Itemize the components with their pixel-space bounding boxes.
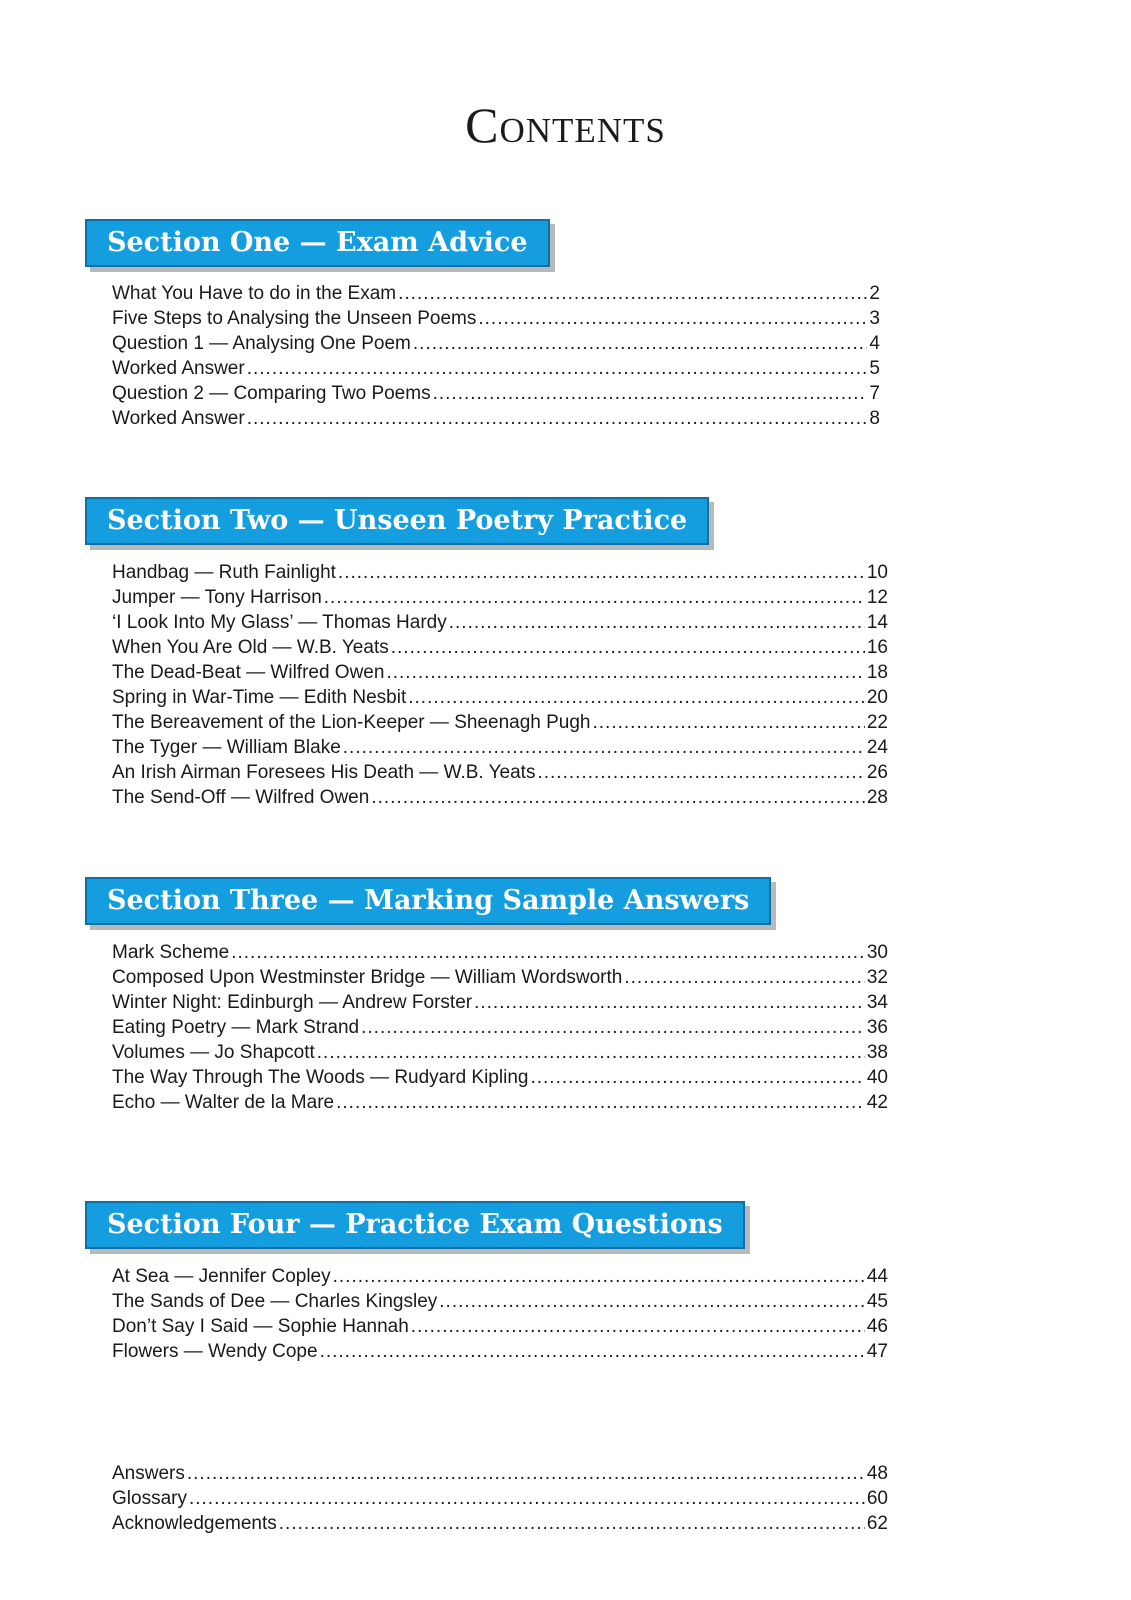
dot-leader	[439, 1289, 865, 1314]
section-three-entries	[112, 940, 888, 1115]
entry-title: Winter Night: Edinburgh — Andrew Forster	[112, 992, 473, 1013]
entry-page: 5	[869, 358, 880, 379]
dot-leader	[537, 760, 864, 785]
entry-page: 24	[866, 737, 888, 758]
toc-entry[interactable]	[112, 1289, 888, 1314]
toc-entry[interactable]	[112, 306, 880, 331]
entry-page: 34	[866, 992, 888, 1013]
entry-page: 46	[866, 1316, 888, 1337]
entry-page: 32	[866, 967, 888, 988]
entry-page: 18	[866, 662, 888, 683]
entry-page: 7	[869, 383, 880, 404]
section-four-heading: Section Four — Practice Exam Questions	[85, 1201, 745, 1249]
entry-title: Volumes — Jo Shapcott	[112, 1042, 315, 1063]
dot-leader	[408, 685, 865, 710]
toc-entry[interactable]	[112, 710, 888, 735]
toc-entry[interactable]	[112, 585, 888, 610]
dot-leader	[398, 281, 867, 306]
toc-entry[interactable]	[112, 685, 888, 710]
dot-leader	[343, 735, 865, 760]
entry-page: 16	[866, 637, 888, 658]
entry-page: 22	[866, 712, 888, 733]
dot-leader	[411, 1314, 865, 1339]
entry-page: 20	[866, 687, 888, 708]
toc-entry[interactable]	[112, 1461, 888, 1486]
toc-entry[interactable]	[112, 331, 880, 356]
dot-leader	[336, 1090, 865, 1115]
dot-leader	[231, 940, 865, 965]
section-two-entries	[112, 560, 888, 810]
toc-entry[interactable]	[112, 381, 880, 406]
entry-page: 28	[866, 787, 888, 808]
dot-leader	[449, 610, 865, 635]
entry-page: 42	[866, 1092, 888, 1113]
entry-title: Answers	[112, 1463, 185, 1484]
entry-page: 8	[869, 408, 880, 429]
dot-leader	[474, 990, 865, 1015]
toc-entry[interactable]	[112, 560, 888, 585]
dot-leader	[324, 585, 865, 610]
dot-leader	[413, 331, 868, 356]
dot-leader	[333, 1264, 865, 1289]
entry-title: The Way Through The Woods — Rudyard Kipling	[112, 1067, 529, 1088]
entry-title: ‘I Look Into My Glass’ — Thomas Hardy	[112, 612, 447, 633]
section-three-heading: Section Three — Marking Sample Answers	[85, 877, 771, 925]
toc-entry[interactable]	[112, 660, 888, 685]
dot-leader	[338, 560, 865, 585]
dot-leader	[593, 710, 865, 735]
section-one-heading: Section One — Exam Advice	[85, 219, 550, 267]
entry-page: 26	[866, 762, 888, 783]
back-matter-entries	[112, 1461, 888, 1536]
dot-leader	[320, 1339, 865, 1364]
toc-entry[interactable]	[112, 1486, 888, 1511]
toc-entry[interactable]	[112, 1065, 888, 1090]
toc-entry[interactable]	[112, 406, 880, 431]
dot-leader	[187, 1461, 865, 1486]
entry-title: Question 1 — Analysing One Poem	[112, 333, 411, 354]
toc-entry[interactable]	[112, 760, 888, 785]
entry-page: 2	[869, 283, 880, 304]
entry-page: 36	[866, 1017, 888, 1038]
entry-title: The Dead-Beat — Wilfred Owen	[112, 662, 385, 683]
entry-title: Mark Scheme	[112, 942, 230, 963]
toc-entry[interactable]	[112, 1314, 888, 1339]
toc-entry[interactable]	[112, 1090, 888, 1115]
entry-page: 45	[866, 1291, 888, 1312]
toc-entry[interactable]	[112, 965, 888, 990]
dot-leader	[189, 1486, 865, 1511]
entry-title: Acknowledgements	[112, 1513, 277, 1534]
dot-leader	[317, 1040, 865, 1065]
entry-page: 10	[866, 562, 888, 583]
toc-entry[interactable]	[112, 1339, 888, 1364]
dot-leader	[279, 1511, 865, 1536]
section-one-entries	[112, 281, 880, 431]
entry-page: 14	[866, 612, 888, 633]
entry-title: Don’t Say I Said — Sophie Hannah	[112, 1316, 409, 1337]
dot-leader	[530, 1065, 864, 1090]
toc-entry[interactable]	[112, 735, 888, 760]
toc-entry[interactable]	[112, 1511, 888, 1536]
entry-title: The Tyger — William Blake	[112, 737, 341, 758]
toc-entry[interactable]	[112, 1264, 888, 1289]
entry-title: Five Steps to Analysing the Unseen Poems	[112, 308, 477, 329]
entry-page: 4	[869, 333, 880, 354]
entry-page: 30	[866, 942, 888, 963]
entry-title: The Bereavement of the Lion-Keeper — Sheenagh Pugh	[112, 712, 591, 733]
dot-leader	[247, 356, 868, 381]
entry-title: Worked Answer	[112, 358, 245, 379]
section-four-entries	[112, 1264, 888, 1364]
entry-page: 48	[866, 1463, 888, 1484]
dot-leader	[361, 1015, 865, 1040]
dot-leader	[247, 406, 868, 431]
entry-title: Composed Upon Westminster Bridge — William Wordsworth	[112, 967, 623, 988]
toc-entry[interactable]	[112, 281, 880, 306]
entry-title: Glossary	[112, 1488, 187, 1509]
entry-page: 38	[866, 1042, 888, 1063]
toc-entry[interactable]	[112, 1040, 888, 1065]
entry-page: 12	[866, 587, 888, 608]
toc-entry[interactable]	[112, 610, 888, 635]
toc-entry[interactable]	[112, 940, 888, 965]
entry-page: 60	[866, 1488, 888, 1509]
toc-entry[interactable]	[112, 1015, 888, 1040]
entry-page: 47	[866, 1341, 888, 1362]
entry-title: Spring in War-Time — Edith Nesbit	[112, 687, 407, 708]
toc-entry[interactable]	[112, 785, 888, 810]
toc-entry[interactable]	[112, 356, 880, 381]
entry-title: An Irish Airman Foresees His Death — W.B. Yeats	[112, 762, 536, 783]
dot-leader	[624, 965, 865, 990]
entry-title: Jumper — Tony Harrison	[112, 587, 322, 608]
entry-title: Flowers — Wendy Cope	[112, 1341, 318, 1362]
entry-title: Question 2 — Comparing Two Poems	[112, 383, 431, 404]
entry-page: 3	[869, 308, 880, 329]
dot-leader	[391, 635, 865, 660]
entry-title: Eating Poetry — Mark Strand	[112, 1017, 360, 1038]
entry-title: At Sea — Jennifer Copley	[112, 1266, 331, 1287]
dot-leader	[386, 660, 864, 685]
dot-leader	[371, 785, 865, 810]
entry-page: 62	[866, 1513, 888, 1534]
toc-entry[interactable]	[112, 990, 888, 1015]
dot-leader	[433, 381, 868, 406]
entry-title: The Send-Off — Wilfred Owen	[112, 787, 370, 808]
section-two-heading: Section Two — Unseen Poetry Practice	[85, 497, 709, 545]
entry-title: When You Are Old — W.B. Yeats	[112, 637, 389, 658]
page-title: Contents	[465, 97, 666, 153]
entry-title: What You Have to do in the Exam	[112, 283, 397, 304]
entry-title: Worked Answer	[112, 408, 245, 429]
entry-page: 44	[866, 1266, 888, 1287]
entry-page: 40	[866, 1067, 888, 1088]
toc-entry[interactable]	[112, 635, 888, 660]
dot-leader	[478, 306, 867, 331]
entry-title: Handbag — Ruth Fainlight	[112, 562, 336, 583]
entry-title: Echo — Walter de la Mare	[112, 1092, 335, 1113]
entry-title: The Sands of Dee — Charles Kingsley	[112, 1291, 438, 1312]
